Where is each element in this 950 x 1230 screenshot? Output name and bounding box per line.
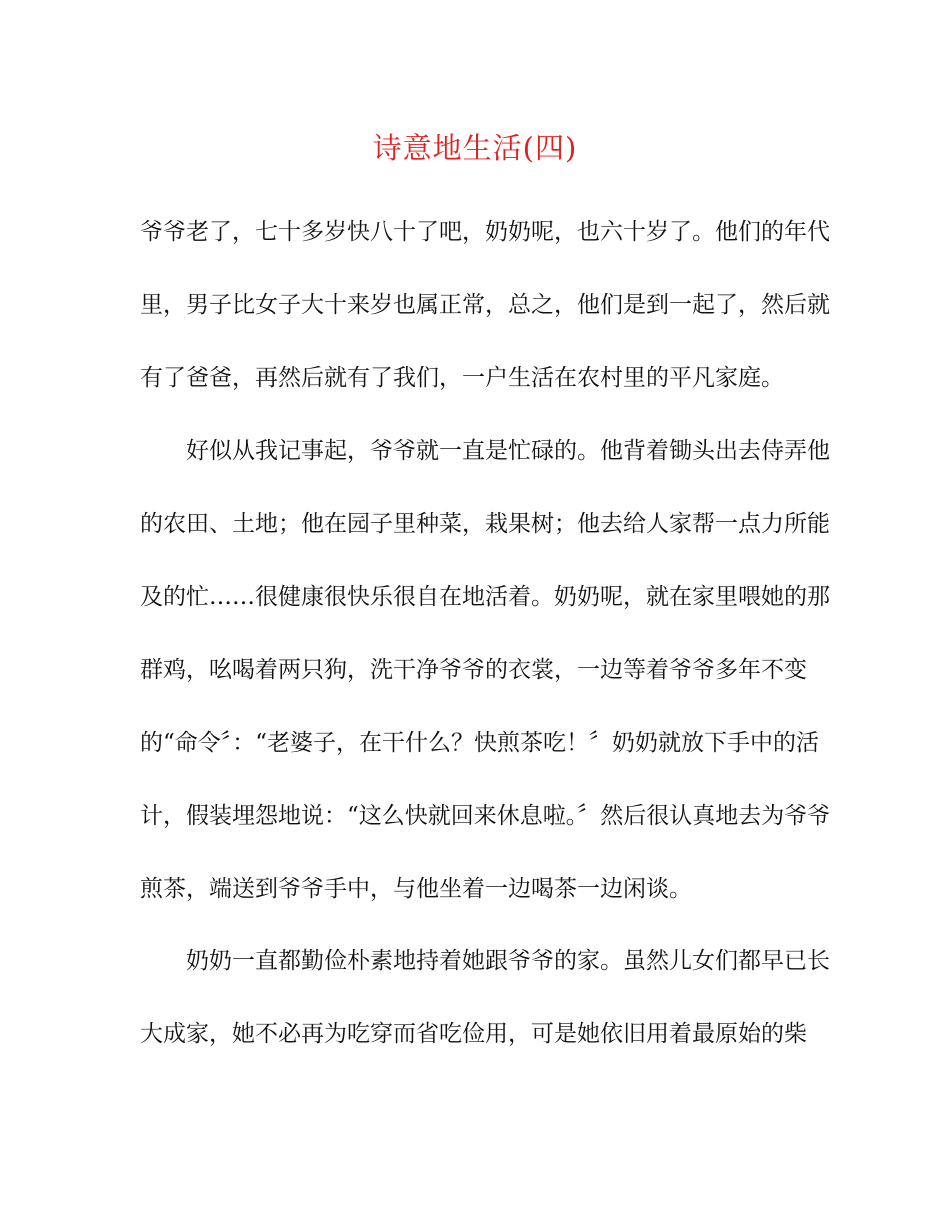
paragraph-line: 爷爷老了，七十多岁快八十了吧，奶奶呢，也六十岁了。他们的年代: [140, 219, 830, 245]
paragraph-line: 的“命令〞：“老婆子，在干什么？快煎茶吃！〞奶奶就放下手中的活: [140, 730, 820, 756]
paragraph-line: 计，假装埋怨地说：“这么快就回来休息啦。〞然后很认真地去为爷爷: [140, 803, 831, 829]
paragraph-line: 煎茶，端送到爷爷手中，与他坐着一边喝茶一边闲谈。: [140, 876, 692, 902]
paragraph-line: 的农田、土地；他在园子里种菜，栽果树；他去给人家帮一点力所能: [140, 511, 830, 537]
paragraph-line: 群鸡，吆喝着两只狗，洗干净爷爷的衣裳，一边等着爷爷多年不变: [140, 657, 807, 683]
paragraph-line: 里，男子比女子大十来岁也属正常，总之，他们是到一起了，然后就: [140, 292, 830, 318]
paragraph-line: 好似从我记事起，爷爷就一直是忙碌的。他背着锄头出去侍弄他: [186, 438, 830, 464]
paragraph-line: 大成家，她不必再为吃穿而省吃俭用，可是她依旧用着最原始的柴: [140, 1021, 807, 1047]
paragraph-line: 奶奶一直都勤俭朴素地持着她跟爷爷的家。虽然儿女们都早已长: [186, 948, 830, 974]
paragraph-line: 有了爸爸，再然后就有了我们，一户生活在农村里的平凡家庭。: [140, 365, 784, 391]
paragraph-line: 及的忙……很健康很快乐很自在地活着。奶奶呢，就在家里喂她的那: [140, 584, 830, 610]
document-title: 诗意地生活(四): [372, 131, 578, 165]
